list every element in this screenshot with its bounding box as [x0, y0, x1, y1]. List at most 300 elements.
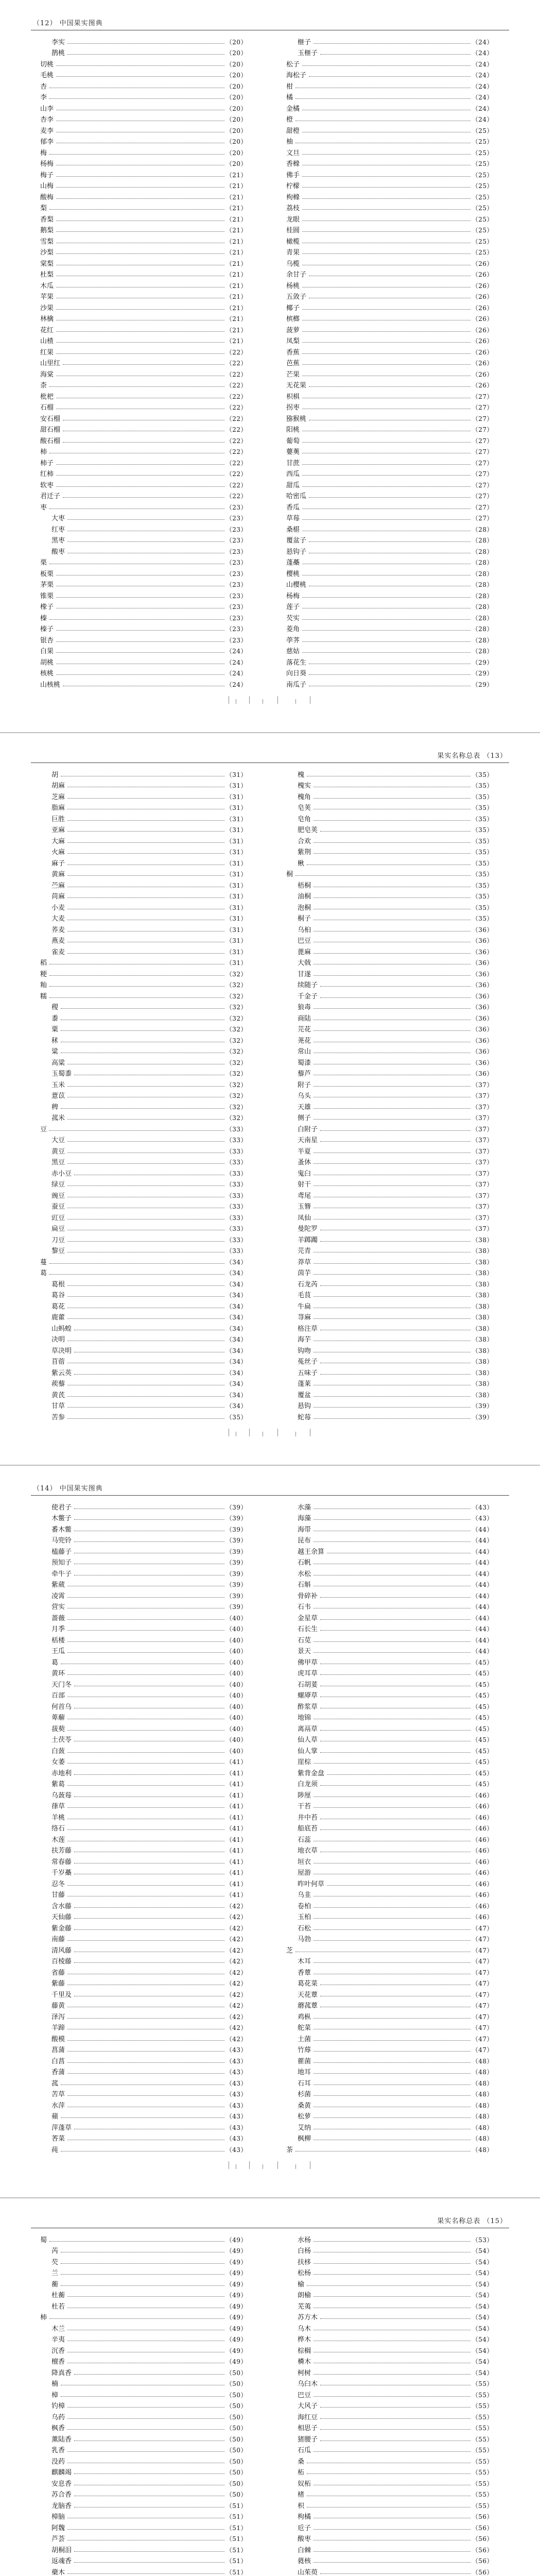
entry-page-number: （35）: [472, 826, 493, 834]
entry-page-number: （23）: [225, 526, 247, 533]
entry-page-number: （21）: [225, 293, 247, 300]
entry-page-number: （34）: [225, 1302, 247, 1310]
header-rule: [31, 762, 509, 763]
dot-leader: [313, 1274, 471, 1275]
entry-term: 梨: [40, 205, 47, 212]
dot-leader: [56, 475, 224, 476]
entry-term: 芫青: [298, 1247, 311, 1255]
entry-term: 枫香: [51, 2425, 65, 2432]
entry-page-number: （48）: [472, 2069, 493, 2076]
dot-leader: [67, 2062, 224, 2063]
entry-term: 秫: [51, 1037, 59, 1045]
entry-term: 雚菌: [298, 2057, 311, 2065]
entry-term: 葛花: [51, 1302, 65, 1311]
dot-leader: [313, 43, 471, 44]
index-entry: [36, 345, 247, 357]
index-entry: [282, 1999, 493, 2010]
entry-term: 山樱桃: [286, 581, 307, 589]
dot-leader: [320, 1285, 471, 1286]
entry-term: 射干: [298, 1181, 311, 1189]
entry-page-number: （41）: [225, 1825, 247, 1832]
index-entry: [36, 1255, 247, 1266]
dot-leader: [327, 1774, 471, 1775]
entry-page-number: （46）: [472, 1891, 493, 1899]
entry-page-number: （45）: [472, 1769, 493, 1777]
entry-page-number: （31）: [225, 904, 247, 911]
entry-page-number: （45）: [472, 1714, 493, 1721]
entry-page-number: （27）: [472, 415, 493, 422]
index-entry: [36, 389, 247, 401]
entry-term: 山楂: [40, 337, 54, 345]
entry-term: 栝楼: [51, 1636, 65, 1645]
dot-leader: [61, 2396, 224, 2397]
entry-page-number: （43）: [225, 2113, 247, 2120]
index-entry: [36, 212, 247, 224]
entry-term: 苘麻: [51, 893, 65, 901]
scan-artifact: [229, 696, 311, 704]
entry-term: 蘑菰蕈: [298, 2002, 318, 2010]
entry-page-number: （44）: [472, 1648, 493, 1655]
entry-term: 凤仙: [298, 1214, 311, 1222]
entry-term: 大戟: [298, 959, 311, 967]
entry-term: 柑: [286, 82, 293, 91]
entry-term: 荛花: [298, 1037, 311, 1045]
entry-term: 余甘子: [286, 271, 307, 279]
entry-term: 薰陆香: [51, 2435, 72, 2444]
entry-term: 绿豆: [51, 1181, 65, 1189]
entry-page-number: （55）: [472, 2491, 493, 2498]
entry-page-number: （35）: [472, 915, 493, 922]
entry-term: 芡: [51, 2258, 59, 2266]
entry-page-number: （27）: [472, 481, 493, 489]
entry-page-number: （20）: [225, 38, 247, 46]
entry-page-number: （33）: [225, 1203, 247, 1210]
index-entry: [36, 1556, 247, 1567]
entry-page-number: （43）: [225, 2146, 247, 2154]
header-rule: [31, 1495, 509, 1496]
index-entry: [36, 323, 247, 334]
index-entry: [282, 101, 493, 113]
entry-term: 山梅: [40, 182, 54, 190]
dot-leader: [67, 1241, 224, 1242]
index-entry: [282, 812, 493, 823]
entry-page-number: （22）: [225, 348, 247, 356]
entry-page-number: （38）: [472, 1369, 493, 1377]
index-entry: [36, 489, 247, 501]
entry-term: 草决明: [51, 1347, 72, 1355]
entry-term: 香蕈: [298, 1969, 311, 1977]
dot-leader: [320, 1141, 471, 1142]
entry-page-number: （55）: [472, 2425, 493, 2432]
entry-term: 柿: [40, 2314, 47, 2321]
entry-term: 椰子: [286, 304, 300, 312]
entry-term: 附子: [298, 1081, 311, 1089]
entry-page-number: （45）: [472, 1781, 493, 1788]
entry-page-number: （49）: [225, 2269, 247, 2277]
index-entry: [282, 301, 493, 312]
entry-term: 松萝: [298, 2113, 311, 2121]
dot-leader: [313, 2562, 471, 2563]
entry-term: 龙眼: [286, 215, 300, 224]
entry-page-number: （31）: [225, 859, 247, 867]
entry-page-number: （33）: [225, 1170, 247, 1177]
entry-page-number: （27）: [472, 459, 493, 467]
entry-page-number: （22）: [225, 448, 247, 455]
entry-page-number: （40）: [225, 1614, 247, 1622]
entry-page-number: （49）: [225, 2358, 247, 2365]
entry-page-number: （41）: [225, 1781, 247, 1788]
entry-term: 柿: [40, 448, 47, 456]
index-entry: [282, 2377, 493, 2388]
dot-leader: [67, 1652, 224, 1653]
entry-term: 楮: [298, 2491, 305, 2499]
index-entry: [282, 334, 493, 346]
entry-page-number: （27）: [472, 448, 493, 455]
index-entry: [36, 1955, 247, 1966]
entry-page-number: （55）: [472, 2480, 493, 2487]
dot-leader: [67, 2095, 224, 2096]
dot-leader: [302, 154, 471, 155]
entry-term: 石榴: [40, 404, 54, 412]
entry-page-number: （54）: [472, 2280, 493, 2288]
index-entry: [36, 845, 247, 857]
entry-term: 石松: [298, 1924, 311, 1933]
dot-leader: [67, 820, 224, 821]
entry-page-number: （33）: [225, 1125, 247, 1133]
entry-page-number: （24）: [472, 49, 493, 57]
entry-page-number: （21）: [225, 227, 247, 234]
index-entry: [36, 901, 247, 912]
index-entry: [282, 146, 493, 157]
index-entry: [282, 190, 493, 201]
index-entry: [282, 1211, 493, 1222]
dot-leader: [74, 1962, 224, 1963]
entry-term: 奴柘: [298, 2480, 311, 2488]
dot-leader: [313, 1263, 471, 1264]
entry-term: 菟丝子: [298, 1358, 318, 1366]
entry-term: 佛甲草: [298, 1658, 318, 1667]
index-entry: [282, 633, 493, 645]
entry-term: 蜀漆: [298, 1059, 311, 1067]
entry-page-number: （33）: [225, 1214, 247, 1222]
entry-term: 乌头: [298, 1092, 311, 1100]
entry-term: 肥皂荚: [298, 826, 318, 834]
index-entry: [36, 1733, 247, 1744]
index-entry: [282, 1189, 493, 1200]
entry-page-number: （49）: [225, 2247, 247, 2255]
entry-term: 枳椇: [286, 393, 300, 401]
index-entry: [36, 1156, 247, 1167]
dot-leader: [313, 1119, 471, 1120]
entry-term: 马兜铃: [51, 1537, 72, 1545]
index-entry: [282, 1156, 493, 1167]
entry-term: 仙人掌: [298, 1747, 318, 1755]
entry-page-number: （54）: [472, 2314, 493, 2321]
entry-page-number: （34）: [225, 1391, 247, 1399]
dot-leader: [49, 975, 224, 976]
dot-leader: [320, 1130, 471, 1131]
dot-leader: [49, 986, 224, 987]
index-entry: [282, 2043, 493, 2055]
entry-term: 巨胜: [51, 815, 65, 823]
index-entry: [282, 1866, 493, 1877]
index-entry: [36, 1810, 247, 1822]
dot-leader: [313, 1763, 471, 1764]
entry-term: 柰: [40, 382, 47, 389]
index-column-left: [36, 35, 247, 689]
entry-page-number: （37）: [472, 1103, 493, 1111]
entry-page-number: （33）: [225, 1147, 247, 1155]
entry-page-number: （21）: [225, 215, 247, 223]
dot-leader: [56, 187, 224, 188]
index-entry: [282, 1321, 493, 1333]
entry-term: 香梨: [40, 215, 54, 224]
dot-leader: [67, 1086, 224, 1087]
entry-term: 干苔: [298, 1803, 311, 1810]
entry-term: 乌榄: [286, 260, 300, 268]
entry-term: 莽草: [298, 1258, 311, 1266]
index-entry: [282, 2121, 493, 2132]
dot-leader: [313, 2073, 471, 2074]
index-entry: [36, 157, 247, 168]
index-entry: [282, 2088, 493, 2099]
dot-leader: [320, 2573, 471, 2574]
entry-term: 萍蓬草: [51, 2124, 72, 2132]
entry-page-number: （21）: [225, 271, 247, 278]
dot-leader: [61, 2274, 224, 2275]
index-entry: [36, 600, 247, 612]
index-entry: [36, 2388, 247, 2399]
index-entry: [36, 301, 247, 312]
entry-page-number: （27）: [472, 404, 493, 411]
index-entry: [282, 1033, 493, 1045]
entry-term: 葎草: [51, 1803, 65, 1810]
entry-term: 巴豆: [298, 2391, 311, 2399]
index-entry: [282, 1556, 493, 1567]
entry-term: 桦木: [298, 2336, 311, 2344]
index-entry: [282, 1955, 493, 1966]
index-entry: [282, 1788, 493, 1800]
entry-term: 水萍: [51, 2102, 65, 2110]
entry-term: 续随子: [298, 981, 318, 989]
index-entry: [282, 978, 493, 990]
dot-leader: [327, 1885, 471, 1886]
index-entry: [36, 1633, 247, 1645]
entry-page-number: （54）: [472, 2247, 493, 2255]
dot-leader: [302, 442, 471, 443]
index-page: [0, 0, 540, 733]
dot-leader: [313, 1807, 471, 1808]
entry-term: 蜀: [40, 2236, 47, 2244]
entry-page-number: （39）: [225, 1515, 247, 1522]
index-entry: [36, 1144, 247, 1156]
index-entry: [282, 456, 493, 467]
index-entry: [36, 522, 247, 534]
index-entry: [282, 135, 493, 146]
index-entry: [36, 1645, 247, 1656]
entry-page-number: （44）: [472, 1548, 493, 1555]
entry-term: 芭蕉: [286, 360, 300, 367]
index-entry: [282, 611, 493, 622]
dot-leader: [309, 497, 471, 498]
dot-leader: [67, 54, 224, 55]
entry-page-number: （33）: [225, 1192, 247, 1199]
entry-term: 酸模: [51, 2035, 65, 2043]
entry-page-number: （23）: [225, 503, 247, 511]
entry-term: 切桃: [40, 60, 54, 69]
entry-term: 龙脑香: [51, 2502, 72, 2510]
entry-page-number: （46）: [472, 1803, 493, 1810]
index-entry: [36, 1655, 247, 1667]
index-entry: [282, 856, 493, 868]
dot-leader: [67, 2051, 224, 2052]
entry-page-number: （43）: [225, 2069, 247, 2076]
entry-term: 燕麦: [51, 937, 65, 945]
entry-page-number: （20）: [225, 116, 247, 123]
index-entry: [36, 1855, 247, 1866]
entry-term: 扶栘: [298, 2258, 311, 2266]
index-entry: [36, 2132, 247, 2143]
entry-page-number: （20）: [225, 49, 247, 57]
entry-term: 石韦: [298, 1603, 311, 1611]
entry-term: 麦李: [40, 127, 54, 135]
entry-page-number: （40）: [225, 1747, 247, 1755]
index-entry: [36, 500, 247, 512]
index-entry: [282, 1355, 493, 1366]
entry-page-number: （37）: [472, 1192, 493, 1199]
entry-page-number: （41）: [225, 1791, 247, 1799]
dot-leader: [313, 1418, 471, 1419]
index-entry: [36, 1233, 247, 1244]
dot-leader: [56, 231, 224, 232]
index-entry: [282, 967, 493, 978]
dot-leader: [313, 2018, 471, 2019]
entry-term: 营实: [51, 1603, 65, 1611]
entry-term: 蓖麻: [298, 948, 311, 956]
dot-leader: [67, 1296, 224, 1297]
entry-term: 牵牛子: [51, 1570, 72, 1578]
index-entry: [36, 234, 247, 246]
entry-term: 棠梨: [40, 260, 54, 268]
index-entry: [36, 2554, 247, 2566]
entry-page-number: （40）: [225, 1703, 247, 1710]
entry-page-number: （47）: [472, 2002, 493, 2009]
entry-term: 高粱: [51, 1059, 65, 1067]
index-entry: [36, 478, 247, 489]
index-entry: [282, 1833, 493, 1844]
index-entry: [36, 1289, 247, 1300]
dot-leader: [67, 875, 224, 876]
dot-leader: [74, 1929, 224, 1930]
entry-term: 胡麻: [51, 782, 65, 790]
entry-page-number: （24）: [225, 648, 247, 655]
entry-page-number: （46）: [472, 1836, 493, 1843]
index-entry: [282, 1534, 493, 1545]
entry-term: 酸梅: [40, 193, 54, 201]
index-entry: [282, 655, 493, 667]
entry-page-number: （20）: [225, 60, 247, 68]
dot-leader: [49, 1274, 224, 1275]
dot-leader: [67, 1318, 224, 1319]
entry-page-number: （37）: [472, 1225, 493, 1232]
entry-page-number: （46）: [472, 1902, 493, 1910]
index-entry: [36, 1711, 247, 1722]
entry-page-number: （27）: [472, 515, 493, 522]
entry-term: 石瓜: [298, 2447, 311, 2454]
entry-page-number: （48）: [472, 2091, 493, 2098]
index-entry: [36, 2565, 247, 2576]
index-entry: [36, 467, 247, 479]
index-entry: [282, 522, 493, 534]
index-entry: [36, 633, 247, 645]
index-entry: [282, 2311, 493, 2322]
dot-leader: [61, 2285, 224, 2286]
index-entry: [282, 323, 493, 334]
entry-page-number: （54）: [472, 2369, 493, 2377]
index-entry: [282, 1733, 493, 1744]
entry-term: 没药: [51, 2458, 65, 2466]
entry-page-number: （36）: [472, 970, 493, 978]
entry-term: 核桃: [40, 670, 54, 677]
entry-term: 哈密瓜: [286, 493, 307, 500]
dot-leader: [67, 1619, 224, 1620]
dot-leader: [302, 641, 471, 642]
dot-leader: [309, 386, 471, 387]
entry-page-number: （28）: [472, 581, 493, 588]
entry-term: 乳香: [51, 2447, 65, 2454]
entry-term: 白菖: [51, 2057, 65, 2065]
entry-page-number: （25）: [472, 149, 493, 157]
dot-leader: [313, 2374, 471, 2375]
entry-page-number: （21）: [225, 238, 247, 245]
entry-term: 雪梨: [40, 238, 54, 246]
index-entry: [36, 2521, 247, 2532]
entry-page-number: （37）: [472, 1159, 493, 1166]
index-entry: [282, 556, 493, 567]
index-entry: [282, 823, 493, 835]
entry-term: 橉木: [298, 2358, 311, 2366]
index-entry: [36, 834, 247, 845]
entry-term: 虎耳草: [298, 1670, 318, 1677]
entry-term: 辛夷: [51, 2336, 65, 2344]
entry-term: 天雄: [298, 1103, 311, 1111]
entry-page-number: （35）: [472, 871, 493, 878]
entry-page-number: （33）: [225, 1181, 247, 1188]
entry-term: 麻子: [51, 859, 65, 868]
index-entry: [282, 1100, 493, 1111]
dot-leader: [302, 342, 471, 343]
entry-page-number: （44）: [472, 1559, 493, 1566]
entry-page-number: （47）: [472, 1969, 493, 1976]
dot-leader: [67, 853, 224, 854]
entry-page-number: （28）: [472, 648, 493, 655]
scan-artifact: [229, 2161, 311, 2169]
index-entry: [282, 1023, 493, 1034]
dot-leader: [67, 2451, 224, 2452]
index-entry: [36, 1166, 247, 1178]
entry-term: 葡萄: [286, 437, 300, 445]
entry-term: 大风子: [298, 2402, 318, 2410]
entry-page-number: （35）: [472, 771, 493, 778]
index-entry: [282, 1545, 493, 1556]
entry-page-number: （31）: [225, 937, 247, 944]
entry-term: 石耳: [298, 2079, 311, 2088]
dot-leader: [49, 154, 224, 155]
entry-term: 蘗木: [51, 2568, 65, 2576]
index-entry: [282, 1700, 493, 1711]
index-entry: [36, 1133, 247, 1145]
entry-page-number: （49）: [225, 2347, 247, 2354]
